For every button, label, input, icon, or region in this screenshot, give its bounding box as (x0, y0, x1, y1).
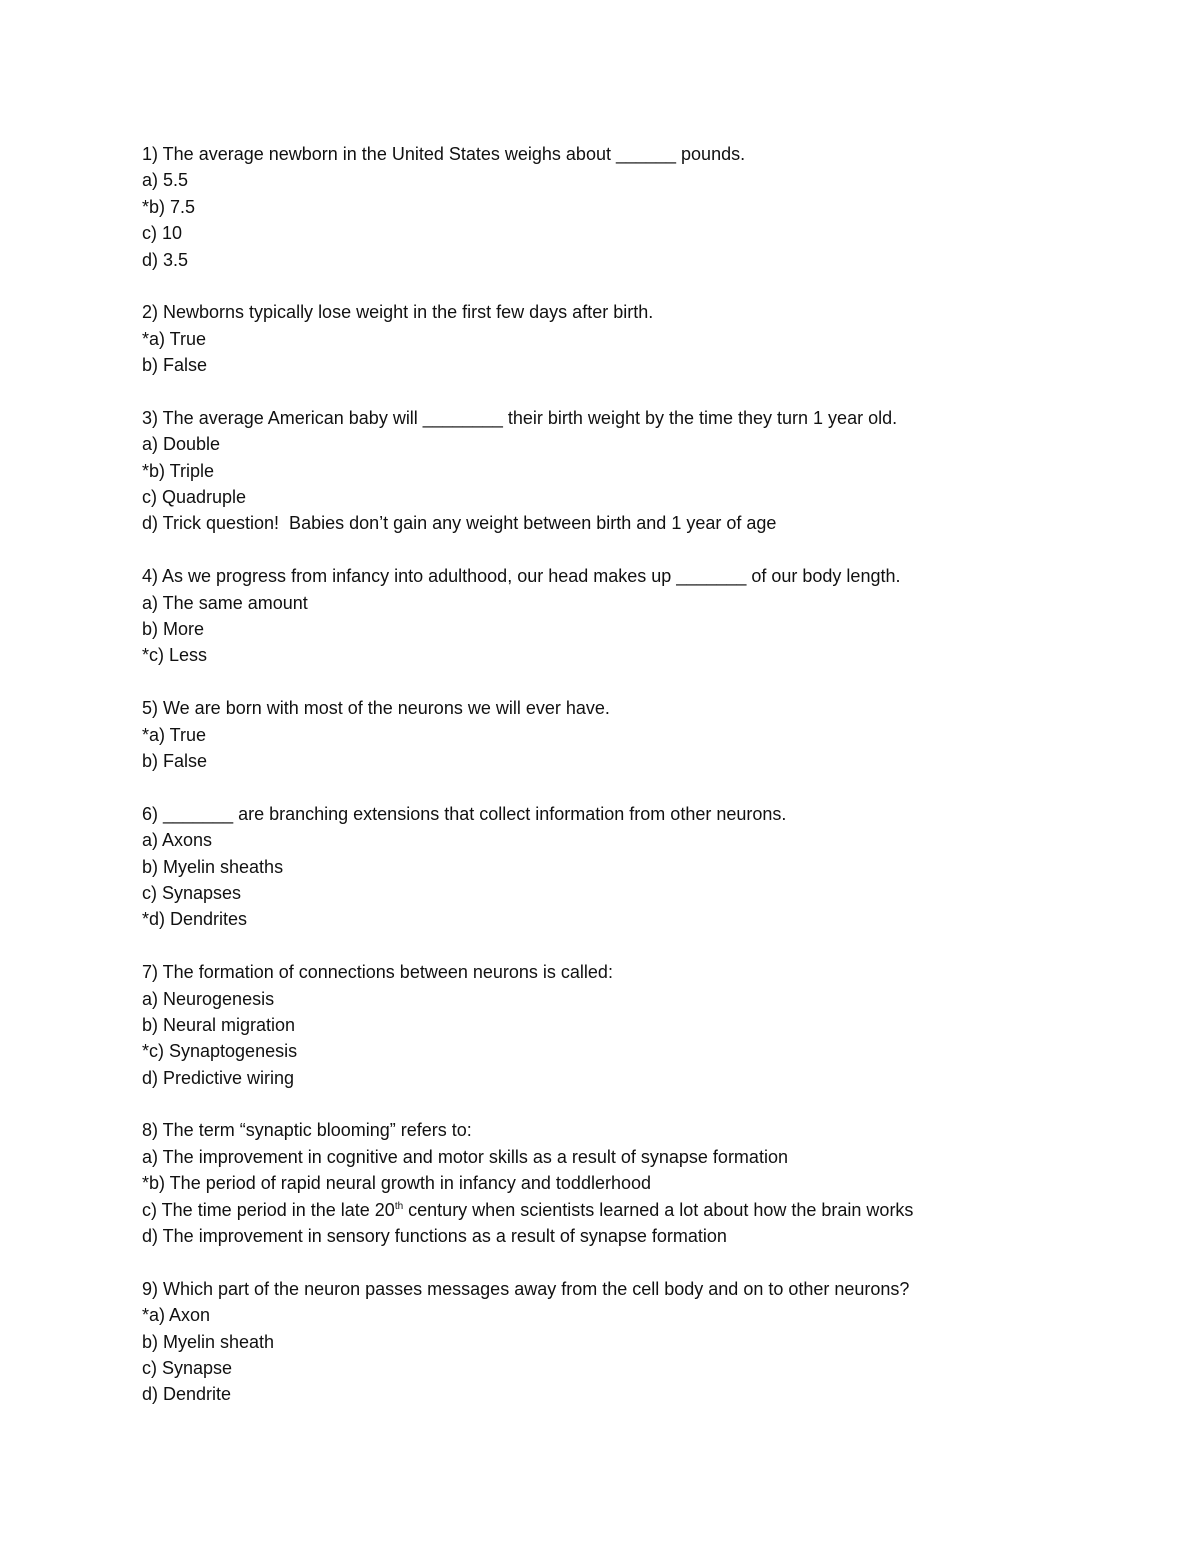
answer-option: a) 5.5 (142, 170, 189, 191)
quiz-document (142, 141, 1142, 1434)
answer-option: *a) True (142, 724, 207, 745)
answer-option: a) The same amount (142, 592, 308, 613)
answer-option: *a) Axon (142, 1305, 211, 1326)
answer-option: a) Double (142, 434, 221, 455)
question-text: 1) The average newborn in the United States weighs about ______ pounds. (142, 144, 746, 164)
answer-option-text: c) The time period in the late 20 (142, 1199, 395, 1220)
question-text: 8) The term “synaptic blooming” refers to: (142, 1120, 472, 1141)
question-text: 6) _______ are branching extensions that collect information from other neurons. (142, 803, 787, 824)
answer-option: *c) Less (142, 645, 208, 666)
answer-option: *b) The period of rapid neural growth in infancy and toddlerhood (142, 1173, 652, 1194)
question-text: 2) Newborns typically lose weight in the first few days after birth. (142, 302, 654, 323)
question-block (142, 141, 1142, 273)
answer-option: b) Neural migration (142, 1014, 296, 1035)
question-block (142, 801, 1142, 933)
answer-option: *b) 7.5 (142, 196, 196, 217)
answer-option: b) Myelin sheaths (142, 856, 284, 877)
answer-option: a) Axons (142, 830, 213, 851)
question-block (142, 1276, 1142, 1408)
answer-option: b) False (142, 355, 208, 376)
question-list (142, 141, 1142, 1408)
answer-option: *d) Dendrites (142, 909, 248, 930)
answer-option: *c) Synaptogenesis (142, 1041, 298, 1062)
ordinal-superscript: th (394, 1200, 404, 1212)
answer-option: a) Neurogenesis (142, 988, 275, 1009)
answer-option: d) The improvement in sensory functions as a result of synapse formation (142, 1226, 727, 1247)
answer-option: b) False (142, 750, 208, 771)
answer-option: d) Dendrite (142, 1384, 232, 1405)
question-text: 3) The average American baby will ________ their birth weight by the time they turn 1 year old. (142, 407, 898, 428)
question-block (142, 959, 1142, 1091)
answer-option: c) Synapse (142, 1357, 233, 1378)
answer-option: d) Predictive wiring (142, 1067, 295, 1088)
answer-option: a) The improvement in cognitive and motor skills as a result of synapse formation (142, 1146, 788, 1167)
answer-option: *b) Triple (142, 460, 215, 481)
answer-option: b) More (142, 619, 205, 640)
answer-option: d) 3.5 (142, 249, 189, 270)
answer-option: c) Synapses (142, 882, 242, 903)
question-block (142, 299, 1142, 378)
question-block (142, 563, 1142, 669)
question-text: 4) As we progress from infancy into adulthood, our head makes up _______ of our body length. (142, 566, 901, 587)
answer-option (142, 1197, 1142, 1223)
answer-option: c) 10 (142, 223, 183, 244)
question-block (142, 1117, 1142, 1249)
answer-option: c) Quadruple (142, 487, 247, 508)
answer-option: b) Myelin sheath (142, 1331, 275, 1352)
question-block (142, 405, 1142, 537)
answer-option: d) Trick question! Babies don’t gain any weight between birth and 1 year of age (142, 513, 777, 534)
question-block (142, 695, 1142, 774)
question-text: 5) We are born with most of the neurons we will ever have. (142, 698, 610, 719)
answer-option-text: century when scientists learned a lot about how the brain works (403, 1199, 914, 1220)
question-text: 9) Which part of the neuron passes messages away from the cell body and on to other neurons? (142, 1278, 910, 1299)
question-text: 7) The formation of connections between neurons is called: (142, 962, 613, 983)
answer-option: *a) True (142, 328, 207, 349)
